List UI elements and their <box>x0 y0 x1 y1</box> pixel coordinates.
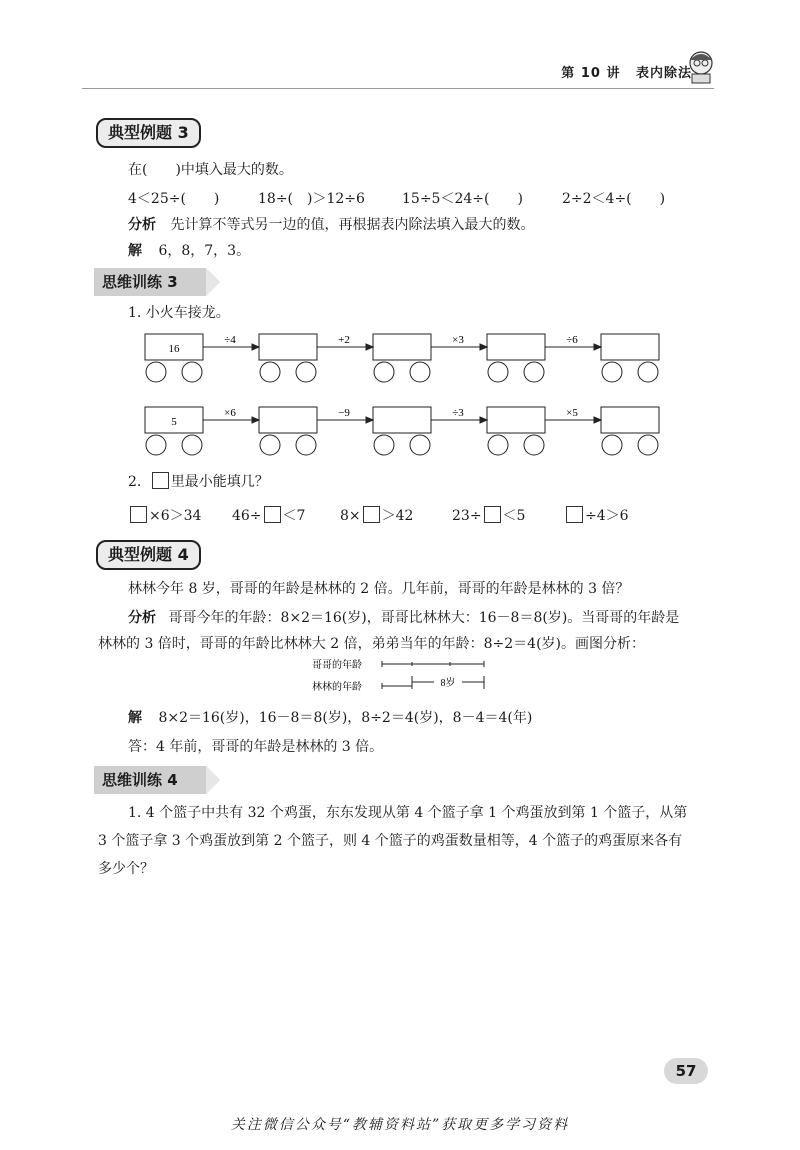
example3-item: 4＜25÷( ) <box>128 191 220 207</box>
q2-item-text: ×6＞34 <box>149 508 202 524</box>
train-car <box>259 334 317 382</box>
train-car <box>259 407 317 455</box>
answer-box <box>130 506 147 523</box>
example3-analysis <box>128 215 534 235</box>
q2-item <box>564 506 629 526</box>
q2-item <box>128 506 201 526</box>
example4-question: 林林今年 8 岁，哥哥的年龄是林林的 2 倍。几年前，哥哥的年龄是林林的 3 倍？ <box>128 581 630 597</box>
solution-text: 6，8，7，3。 <box>158 243 251 259</box>
example3-solution <box>128 241 250 261</box>
train3-tag: 思维训练 3 <box>102 273 178 291</box>
example3-item: 18÷( )＞12÷6 <box>258 191 365 207</box>
q2-item-text: ＜7 <box>282 508 306 524</box>
train-row-1 <box>140 330 680 386</box>
diagram-lines <box>382 661 484 689</box>
page-header <box>561 62 692 81</box>
q2-item-text: ＜5 <box>502 508 526 524</box>
q2-item-text: 46÷ <box>232 508 262 524</box>
train-car <box>601 334 659 382</box>
solution-label: 解 <box>128 243 142 259</box>
start-value: 16 <box>168 343 180 355</box>
operation-label: ÷6 <box>566 334 578 346</box>
example4-tag: 典型例题 4 <box>96 540 201 570</box>
train-car <box>487 334 545 382</box>
example3-tag: 典型例题 3 <box>96 118 201 148</box>
example4-analysis-line2: 林林的 3 倍时，哥哥的年龄比林林大 2 倍，弟弟当年的年龄：8÷2＝4(岁)。画图分析： <box>98 636 645 652</box>
solution-label: 解 <box>128 710 142 726</box>
answer-box <box>363 506 380 523</box>
answer-box <box>264 506 281 523</box>
brother-age-label: 哥哥的年龄 <box>312 660 362 671</box>
train-car <box>145 334 203 382</box>
q2-item <box>452 506 525 526</box>
train-car <box>145 407 203 455</box>
operation-label: −9 <box>338 407 350 419</box>
analysis-text: 哥哥今年的年龄：8×2＝16(岁)，哥哥比林林大：16－8＝8(岁)。当哥哥的年龄是 <box>168 610 680 626</box>
train4-tag: 思维训练 4 <box>102 771 178 789</box>
example4-answer: 答：4 年前，哥哥的年龄是林林的 3 倍。 <box>128 739 384 755</box>
start-value: 5 <box>171 416 177 428</box>
analysis-label: 分析 <box>128 217 156 233</box>
train-row-2 <box>140 403 680 459</box>
header-divider <box>82 88 714 89</box>
analysis-text: 先计算不等式另一边的值，再根据表内除法填入最大的数。 <box>170 217 535 233</box>
answer-box <box>152 472 169 489</box>
age-diagram <box>312 654 502 696</box>
analysis-label: 分析 <box>128 610 156 626</box>
train-car <box>373 334 431 382</box>
q2-item-text: ＞42 <box>381 508 414 524</box>
example3-item: 2÷2＜4÷( ) <box>562 191 666 207</box>
operation-label: ÷3 <box>452 407 464 419</box>
operation-label: ×3 <box>452 334 464 346</box>
train4-q1-line2: 3 个篮子拿 3 个鸡蛋放到第 2 个篮子，则 4 个篮子的鸡蛋数量相等，4 个篮子的鸡蛋原来各有 <box>98 833 683 849</box>
q2-text: 里最小能填几？ <box>170 474 269 490</box>
train-car <box>373 407 431 455</box>
train3-q2 <box>128 472 269 492</box>
operation-label: ×5 <box>566 407 578 419</box>
example4-solution <box>128 708 532 728</box>
train3-q1: 1. 小火车接龙。 <box>128 305 230 321</box>
train-car <box>601 407 659 455</box>
footer-text: 关注微信公众号“教辅资料站”获取更多学习资料 <box>230 1117 570 1133</box>
train4-q1-line1: 1. 4 个篮子中共有 32 个鸡蛋，东东发现从第 4 个篮子拿 1 个鸡蛋放到第 1 个篮子，从第 <box>128 805 688 821</box>
q2-item-text: 8× <box>340 508 361 524</box>
example3-item: 15÷5＜24÷( ) <box>402 191 523 207</box>
difference-label: 8岁 <box>440 678 456 689</box>
page-number: 57 <box>664 1058 708 1084</box>
answer-box <box>566 506 583 523</box>
train-car <box>487 407 545 455</box>
answer-box <box>484 506 501 523</box>
q2-item-text: ÷4＞6 <box>585 508 629 524</box>
q2-item-text: 23÷ <box>452 508 482 524</box>
q2-item <box>340 506 413 526</box>
operation-label: +2 <box>338 334 350 346</box>
operation-label: ÷4 <box>224 334 236 346</box>
example4-analysis-line1 <box>128 608 679 628</box>
q2-item <box>232 506 305 526</box>
lecture-topic: 表内除法 <box>635 66 692 81</box>
solution-text: 8×2＝16(岁)，16－8＝8(岁)，8÷2＝4(岁)，8－4＝4(年) <box>158 710 533 726</box>
mascot-icon <box>686 50 716 84</box>
train4-q1-line3: 多少个？ <box>98 861 154 877</box>
operation-label: ×6 <box>224 407 236 419</box>
lecture-number: 第 10 讲 <box>561 66 621 81</box>
linlin-age-label: 林林的年龄 <box>312 682 362 693</box>
example3-question: 在( )中填入最大的数。 <box>128 162 293 178</box>
q2-number: 2. <box>128 474 142 490</box>
